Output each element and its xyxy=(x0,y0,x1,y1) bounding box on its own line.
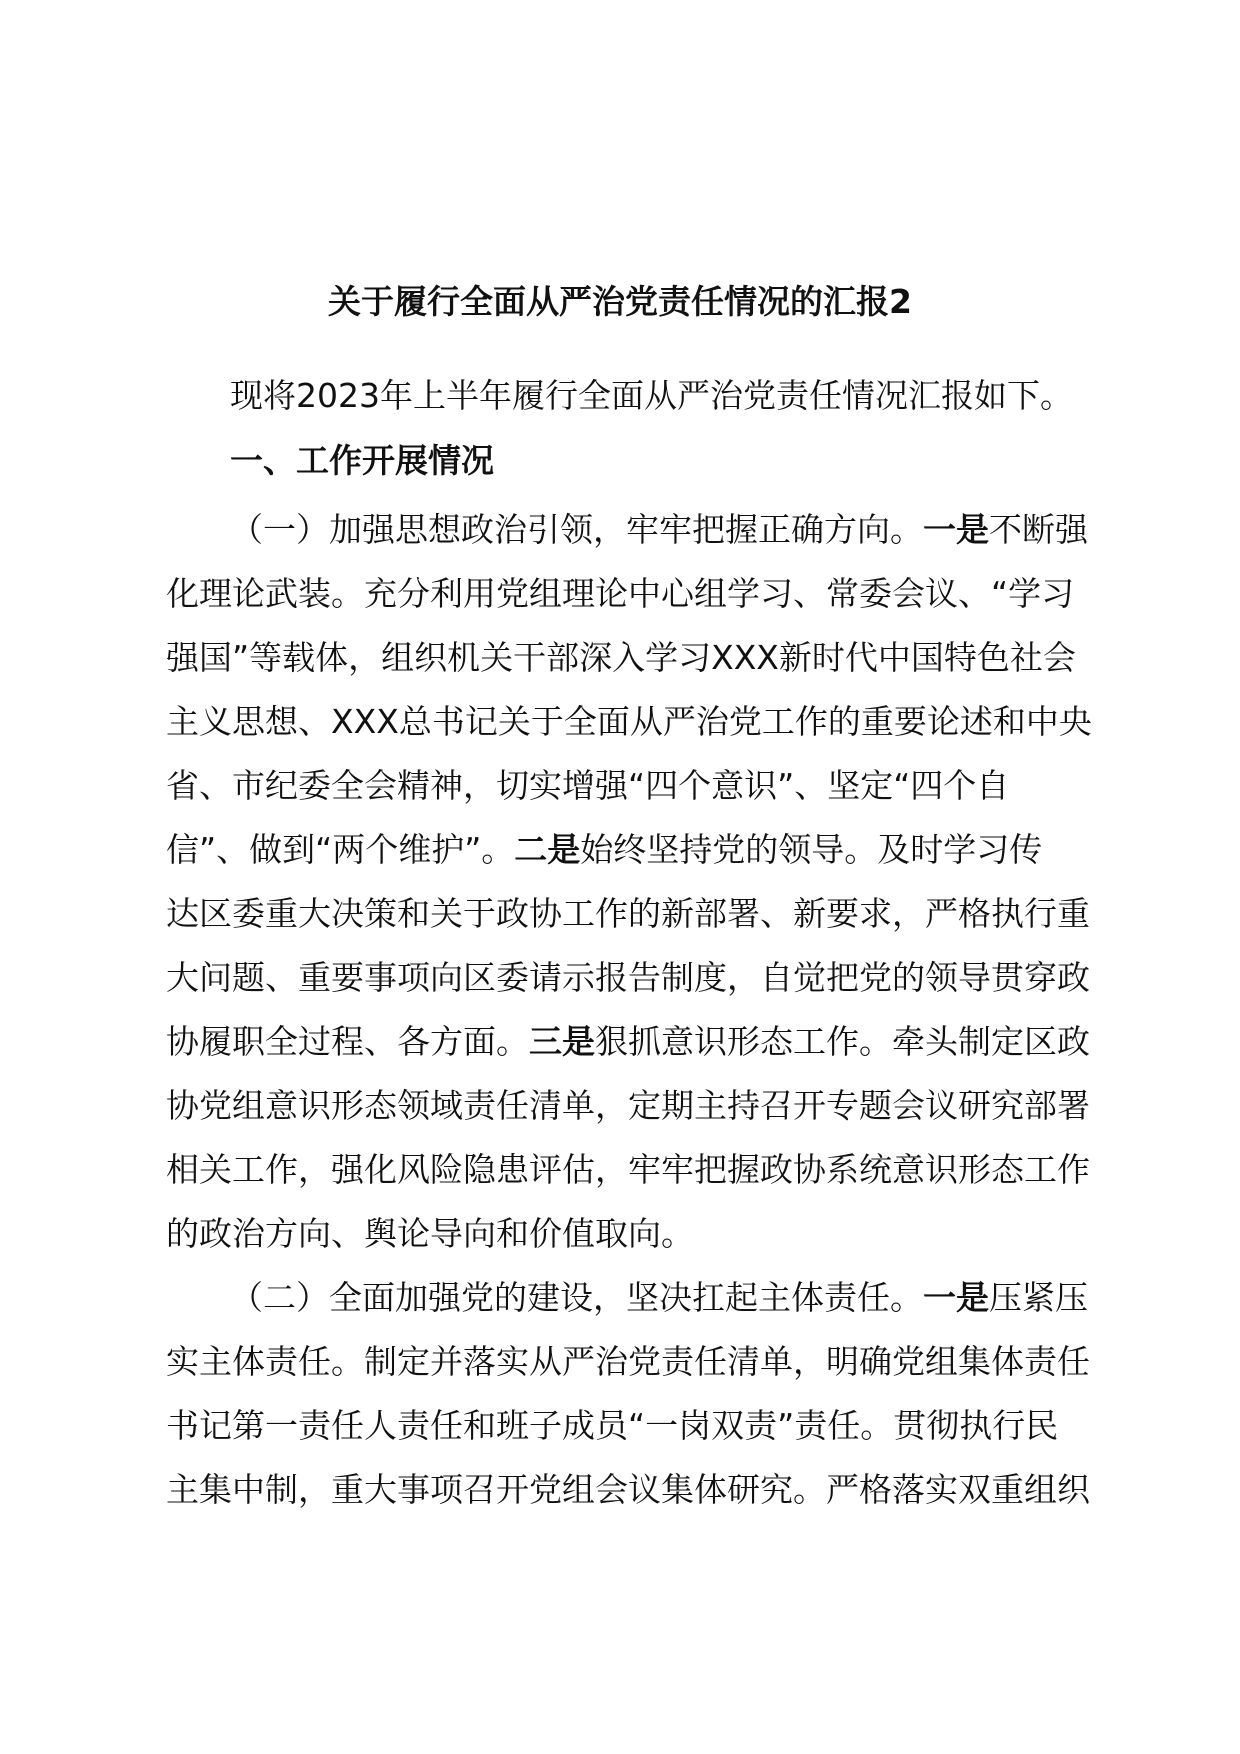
line-text: 强国”等载体，组织机关干部深入学习XXX新时代中国特色社会 xyxy=(166,638,1076,677)
body-line xyxy=(166,562,1096,626)
document-title: 关于履行全面从严治党责任情况的汇报2 xyxy=(328,282,912,321)
body-line xyxy=(166,1010,1096,1074)
body-line xyxy=(166,1458,1096,1522)
emphasis-text: 二是 xyxy=(514,830,581,869)
body-line xyxy=(166,1266,1096,1330)
line-text: 大问题、重要事项向区委请示报告制度，自觉把党的领导贯穿政 xyxy=(166,958,1090,997)
body-line xyxy=(166,1138,1096,1202)
line-text: 达区委重大决策和关于政协工作的新部署、新要求，严格执行重 xyxy=(166,894,1090,933)
line-text: 相关工作，强化风险隐患评估，牢牢把握政协系统意识形态工作 xyxy=(166,1150,1090,1189)
line-text: 书记第一责任人责任和班子成员“一岗双责”责任。贯彻执行民 xyxy=(166,1406,1059,1445)
body-line xyxy=(166,1330,1096,1394)
body-line xyxy=(166,1394,1096,1458)
body-line xyxy=(166,882,1096,946)
line-text: （一）加强思想政治引领，牢牢把握正确方向。 xyxy=(230,510,923,549)
body-line xyxy=(166,818,1096,882)
line-text: 主义思想、XXX总书记关于全面从严治党工作的重要论述和中央 xyxy=(166,702,1092,741)
line-text: 主集中制，重大事项召开党组会议集体研究。严格落实双重组织 xyxy=(166,1470,1090,1509)
line-text: 狠抓意识形态工作。牵头制定区政 xyxy=(595,1022,1090,1061)
body-line xyxy=(166,626,1096,690)
body-line xyxy=(166,754,1096,818)
line-text: （二）全面加强党的建设，坚决扛起主体责任。 xyxy=(230,1278,923,1317)
line-text: 协履职全过程、各方面。 xyxy=(166,1022,529,1061)
line-text: 化理论武装。充分利用党组理论中心组学习、常委会议、“学习 xyxy=(166,574,1075,613)
body-text xyxy=(166,498,1096,1522)
intro-paragraph: 现将2023年上半年履行全面从严治党责任情况汇报如下。 xyxy=(230,376,1073,415)
section-heading: 一、工作开展情况 xyxy=(230,441,494,480)
emphasis-text: 三是 xyxy=(529,1022,595,1061)
line-text: 不断强 xyxy=(989,510,1088,549)
body-line xyxy=(166,498,1096,562)
body-line xyxy=(166,1074,1096,1138)
body-line xyxy=(166,946,1096,1010)
line-text: 始终坚持党的领导。及时学习传 xyxy=(580,830,1043,869)
body-line xyxy=(166,690,1096,754)
line-text: 信”、做到“两个维护”。 xyxy=(166,830,515,869)
line-text: 省、市纪委全会精神，切实增强“四个意识”、坚定“四个自 xyxy=(166,766,1010,805)
line-text: 的政治方向、舆论导向和价值取向。 xyxy=(166,1214,694,1253)
line-text: 实主体责任。制定并落实从严治党责任清单，明确党组集体责任 xyxy=(166,1342,1090,1381)
body-line xyxy=(166,1202,1096,1266)
line-text: 协党组意识形态领域责任清单，定期主持召开专题会议研究部署 xyxy=(166,1086,1090,1125)
line-text: 压紧压 xyxy=(989,1278,1088,1317)
emphasis-text: 一是 xyxy=(923,510,989,549)
emphasis-text: 一是 xyxy=(923,1278,989,1317)
